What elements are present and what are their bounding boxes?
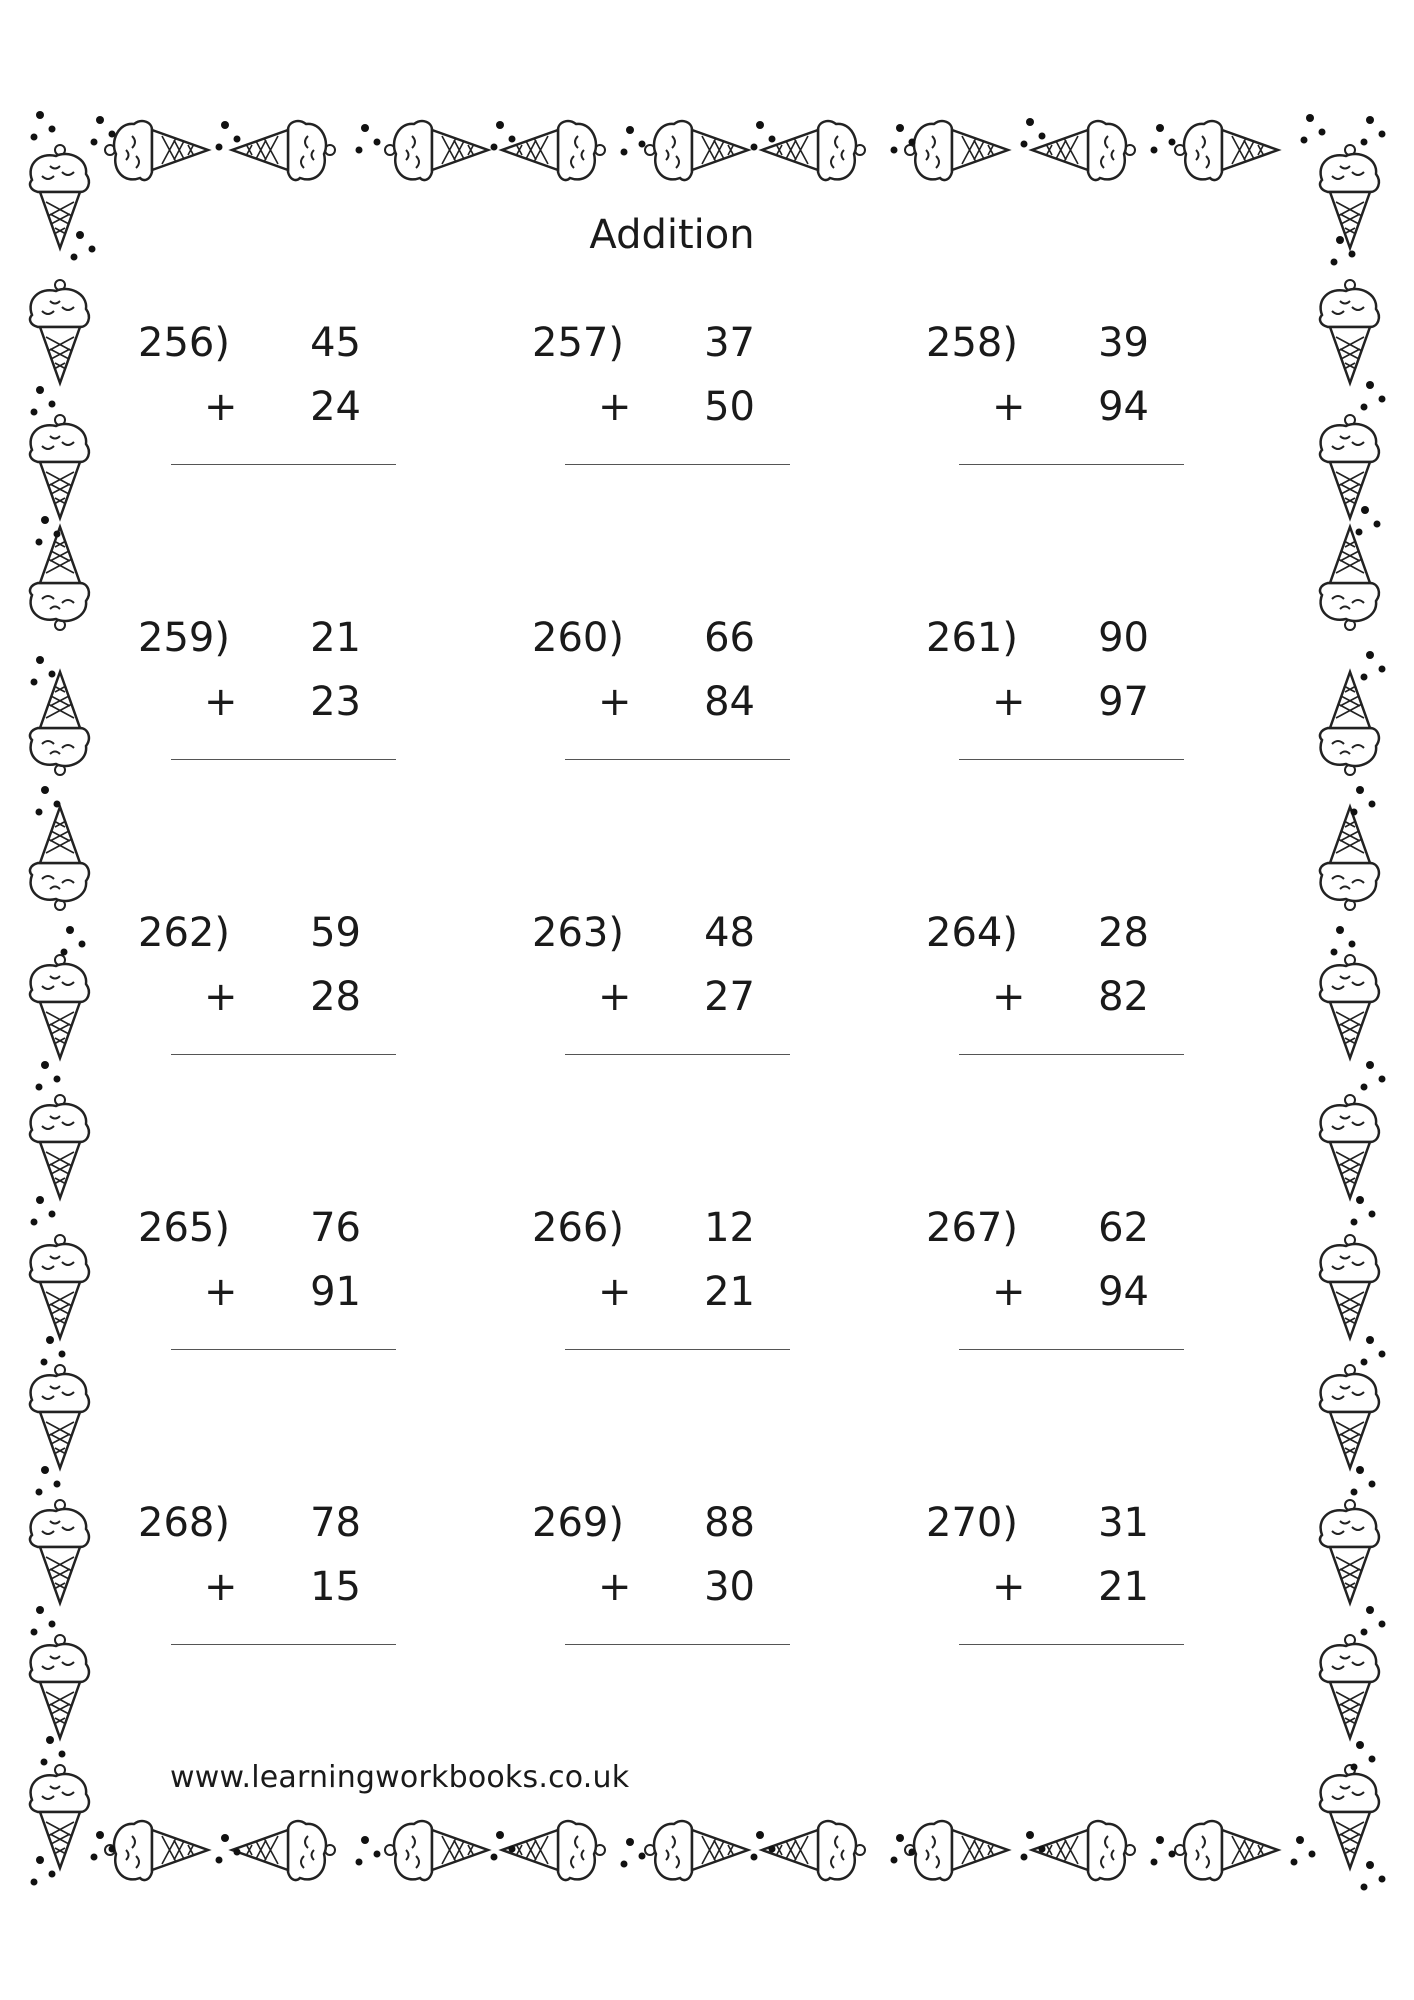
answer-line [171,464,396,465]
addend-top: 62 [1098,1205,1149,1251]
problem-264 [926,910,1226,1110]
addend-bottom: 94 [1098,1269,1149,1315]
problem-number: 262) [138,910,230,956]
answer-line [171,1644,396,1645]
addend-top: 37 [704,320,755,366]
answer-line [959,464,1184,465]
problem-number: 264) [926,910,1018,956]
plus-sign: + [598,384,632,430]
plus-sign: + [598,1269,632,1315]
answer-line [959,1644,1184,1645]
problem-262 [138,910,438,1110]
problem-257 [532,320,832,520]
problem-number: 259) [138,615,230,661]
addend-bottom: 30 [704,1564,755,1610]
answer-line [959,759,1184,760]
addend-top: 90 [1098,615,1149,661]
problem-number: 263) [532,910,624,956]
problem-269 [532,1500,832,1700]
addend-bottom: 24 [310,384,361,430]
addend-top: 39 [1098,320,1149,366]
addend-bottom: 97 [1098,679,1149,725]
problem-260 [532,615,832,815]
addend-bottom: 27 [704,974,755,1020]
answer-line [565,1644,790,1645]
addend-bottom: 82 [1098,974,1149,1020]
answer-line [565,464,790,465]
addend-top: 28 [1098,910,1149,956]
problem-number: 257) [532,320,624,366]
addend-top: 21 [310,615,361,661]
answer-line [171,1054,396,1055]
addend-bottom: 21 [1098,1564,1149,1610]
answer-line [959,1054,1184,1055]
addend-top: 59 [310,910,361,956]
problem-265 [138,1205,438,1405]
addend-bottom: 28 [310,974,361,1020]
addend-bottom: 84 [704,679,755,725]
addend-bottom: 23 [310,679,361,725]
addend-bottom: 94 [1098,384,1149,430]
plus-sign: + [204,679,238,725]
answer-line [565,1349,790,1350]
problem-number: 268) [138,1500,230,1546]
plus-sign: + [992,1564,1026,1610]
worksheet-title: Addition [589,212,755,258]
problem-261 [926,615,1226,815]
plus-sign: + [992,679,1026,725]
answer-line [959,1349,1184,1350]
problem-263 [532,910,832,1110]
addend-top: 78 [310,1500,361,1546]
addend-bottom: 91 [310,1269,361,1315]
plus-sign: + [598,679,632,725]
plus-sign: + [204,384,238,430]
problem-256 [138,320,438,520]
addend-bottom: 21 [704,1269,755,1315]
answer-line [565,1054,790,1055]
problem-258 [926,320,1226,520]
problem-number: 258) [926,320,1018,366]
problem-number: 270) [926,1500,1018,1546]
addend-top: 76 [310,1205,361,1251]
answer-line [171,1349,396,1350]
problem-number: 260) [532,615,624,661]
problem-number: 269) [532,1500,624,1546]
addend-bottom: 15 [310,1564,361,1610]
plus-sign: + [992,1269,1026,1315]
problem-266 [532,1205,832,1405]
addend-bottom: 50 [704,384,755,430]
problem-number: 266) [532,1205,624,1251]
addend-top: 48 [704,910,755,956]
addend-top: 12 [704,1205,755,1251]
problem-268 [138,1500,438,1700]
plus-sign: + [204,1564,238,1610]
addend-top: 45 [310,320,361,366]
plus-sign: + [992,384,1026,430]
addend-top: 31 [1098,1500,1149,1546]
website-footer: www.learningworkbooks.co.uk [170,1760,630,1795]
answer-line [565,759,790,760]
addend-top: 66 [704,615,755,661]
plus-sign: + [992,974,1026,1020]
problem-number: 265) [138,1205,230,1251]
addend-top: 88 [704,1500,755,1546]
problem-267 [926,1205,1226,1405]
problem-number: 267) [926,1205,1018,1251]
plus-sign: + [204,974,238,1020]
problem-number: 256) [138,320,230,366]
plus-sign: + [598,974,632,1020]
problem-number: 261) [926,615,1018,661]
answer-line [171,759,396,760]
problem-259 [138,615,438,815]
plus-sign: + [598,1564,632,1610]
plus-sign: + [204,1269,238,1315]
problem-270 [926,1500,1226,1700]
